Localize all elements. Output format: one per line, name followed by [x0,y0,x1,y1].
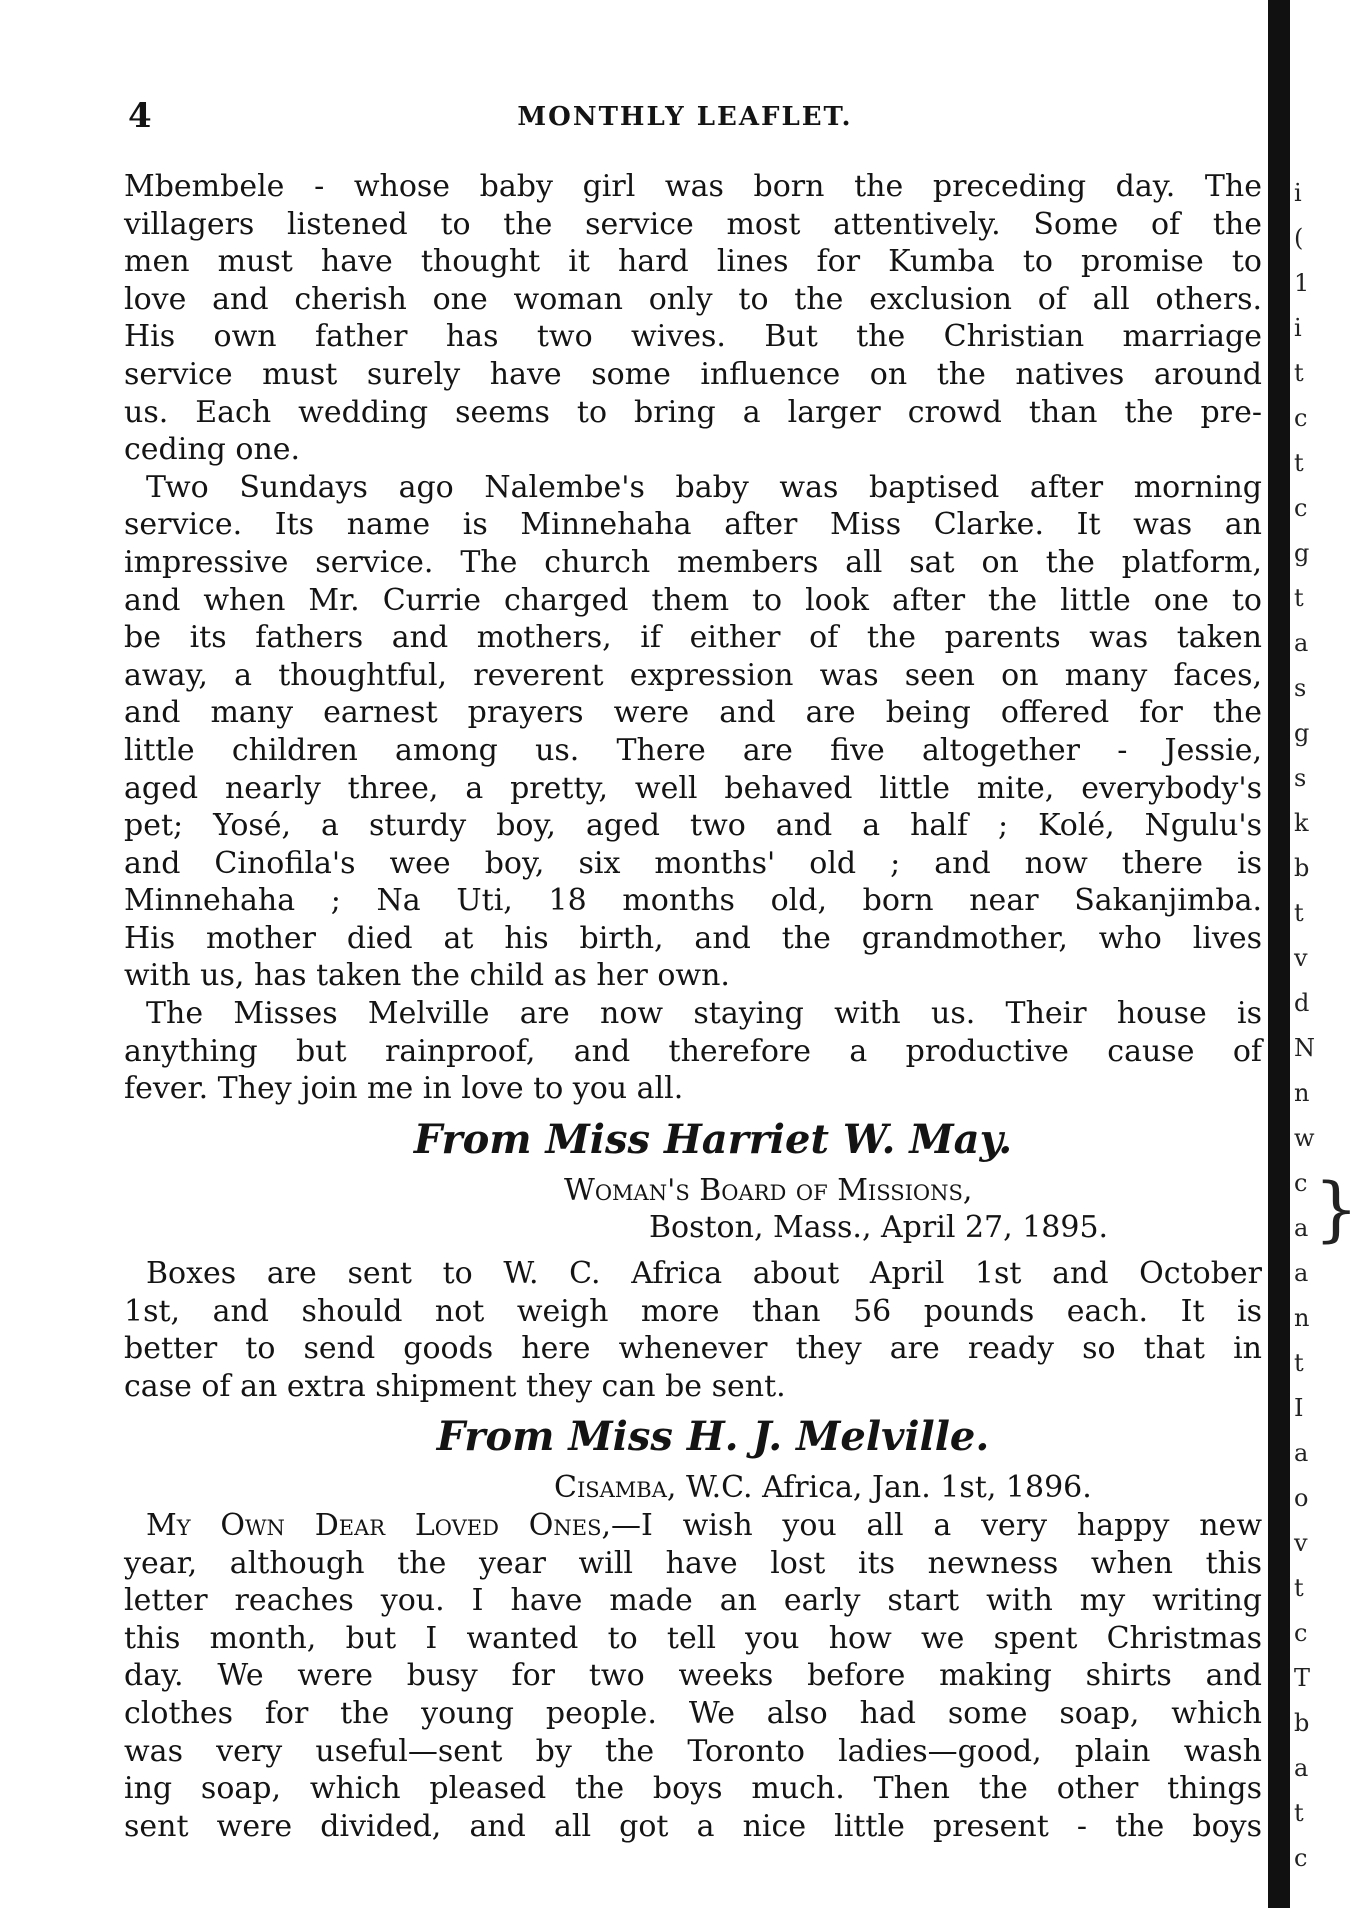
bleed-letter: n [1294,1079,1310,1107]
bleed-letter: b [1294,854,1310,882]
letter-continuation [124,168,1262,1108]
bleed-letter: ( [1294,224,1304,252]
text-line: ing soap, which pleased the boys much. Then the other things [124,1771,1262,1807]
text-line: be its fathers and mothers, if either of the parents was taken [124,620,1262,656]
dateline-place-date: Boston, Mass., April 27, 1895. [649,1210,1109,1246]
bleed-letter: s [1294,674,1307,702]
text-line: Minnehaha ; Na Uti, 18 months old, born near Sakanjimba. [124,883,1262,919]
bleed-letter: v [1294,944,1308,972]
paragraph-boxes [124,1255,1262,1405]
text-line: this month, but I wanted to tell you how we spent Christmas [124,1620,1262,1656]
bleed-letter: o [1294,1484,1309,1512]
bleed-letter: w [1294,1124,1315,1152]
text-line: with us, has taken the child as her own. [124,958,730,994]
opening-text: —I wish you all a very happy new [611,1508,1262,1543]
page-header [120,96,1250,140]
bleed-letter: t [1294,584,1304,612]
text-line: The Misses Melville are now staying with us. Their house is [146,996,1262,1032]
bleed-letter: t [1294,359,1304,387]
dateline-place: Cisamba [554,1470,667,1506]
text-line: us. Each wedding seems to bring a larger crowd than the pre- [124,394,1262,430]
text-line: 1st, and should not weigh more than 56 pounds each. It is [124,1293,1262,1329]
dateline-place-date [124,1469,1262,1507]
text-column [124,168,1359,1845]
text-line: aged nearly three, a pretty, well behaved little mite, everybody's [124,770,1262,806]
bleed-letter: c [1294,404,1308,432]
text-line: was very useful—sent by the Toronto ladies—good, plain wash [124,1733,1262,1769]
bleed-letter: s [1294,764,1307,792]
text-line: little children among us. There are five altogether - Jessie, [124,732,1262,768]
bleed-letter: i [1294,314,1302,342]
text-line: away, a thoughtful, reverent expression was seen on many faces, [124,657,1262,693]
text-line: and Cinofila's wee boy, six months' old ; and now there is [124,845,1262,881]
bleed-letter: t [1294,1349,1304,1377]
page-number: 4 [128,96,152,136]
brace-mark: } [1314,1167,1359,1250]
dateline-organization: Woman's Board of Missions, [564,1172,973,1208]
salutation: My Own Dear Loved Ones, [146,1508,611,1543]
text-line: and many earnest prayers were and are being offered for the [124,695,1262,731]
bleed-letter: 1 [1294,269,1310,297]
text-line: impressive service. The church members all sat on the platform, [124,544,1262,580]
bleed-letter: t [1294,899,1304,927]
bleed-letter: a [1294,1259,1309,1287]
text-line: anything but rainproof, and therefore a productive cause of [124,1033,1262,1069]
letter-body [124,1545,1262,1846]
text-line: case of an extra shipment they can be sent. [124,1368,786,1404]
bleed-letter: i [1294,179,1302,207]
binding-shadow [1268,0,1290,1908]
text-line: pet; Yosé, a sturdy boy, aged two and a half ; Kolé, Ngulu's [124,808,1262,844]
bleed-letter: g [1294,719,1310,747]
bleed-letter: g [1294,539,1310,567]
text-line: Boxes are sent to W. C. Africa about April 1st and October [146,1256,1262,1292]
text-line: love and cherish one woman only to the exclusion of all others. [124,281,1262,317]
letter-opening-line [124,1507,1262,1545]
dateline-rest: , W.C. Africa, Jan. 1st, 1896. [666,1470,1092,1506]
text-line: ceding one. [124,432,301,468]
bleed-letter: t [1294,449,1304,477]
text-line: service must surely have some influence on the natives around [124,356,1262,392]
text-line: letter reaches you. I have made an early start with my writing [124,1583,1262,1619]
facing-page-bleed [1294,0,1315,1908]
text-line: villagers listened to the service most attentively. Some of the [124,206,1262,242]
bleed-letter: d [1294,989,1310,1017]
bleed-letter: a [1294,629,1309,657]
bleed-letter: t [1294,1574,1304,1602]
bleed-letter: k [1294,809,1309,837]
text-line: His own father has two wives. But the Christian marriage [124,319,1262,355]
bleed-letter: c [1294,1169,1308,1197]
bleed-letter: a [1294,1439,1309,1467]
bleed-letter: I [1294,1394,1304,1422]
text-line: sent were divided, and all got a nice little present - the boys [124,1808,1262,1844]
text-line: Mbembele - whose baby girl was born the preceding day. The [124,169,1262,204]
text-line: year, although the year will have lost its newness when this [124,1545,1262,1581]
bleed-letter: a [1294,1754,1309,1782]
bleed-letter: v [1294,1529,1308,1557]
bleed-letter: T [1294,1664,1311,1692]
bleed-letter: c [1294,1619,1308,1647]
text-line: His mother died at his birth, and the grandmother, who lives [124,920,1262,956]
bleed-letter: a [1294,1214,1309,1242]
bleed-letter: b [1294,1709,1310,1737]
bleed-letter: N [1294,1034,1315,1062]
text-line: better to send goods here whenever they are ready so that in [124,1331,1262,1367]
bleed-letter: t [1294,1799,1304,1827]
dateline-block [124,1167,1359,1250]
running-title: MONTHLY LEAFLET. [517,102,853,132]
bleed-letter: n [1294,1304,1310,1332]
text-line: men must have thought it hard lines for Kumba to promise to [124,244,1262,280]
bleed-letter: c [1294,1844,1308,1872]
text-line: Two Sundays ago Nalembe's baby was baptised after morning [146,469,1262,505]
section-heading: From Miss Harriet W. May. [413,1115,1013,1163]
text-line: fever. They join me in love to you all. [124,1071,684,1107]
text-line: and when Mr. Currie charged them to look after the little one to [124,582,1262,618]
text-line: clothes for the young people. We also had some soap, which [124,1695,1262,1731]
text-line: service. Its name is Minnehaha after Miss Clarke. It was an [124,507,1262,543]
section-heading: From Miss H. J. Melville. [436,1413,990,1461]
text-line: day. We were busy for two weeks before making shirts and [124,1658,1262,1694]
bleed-letter: c [1294,494,1308,522]
